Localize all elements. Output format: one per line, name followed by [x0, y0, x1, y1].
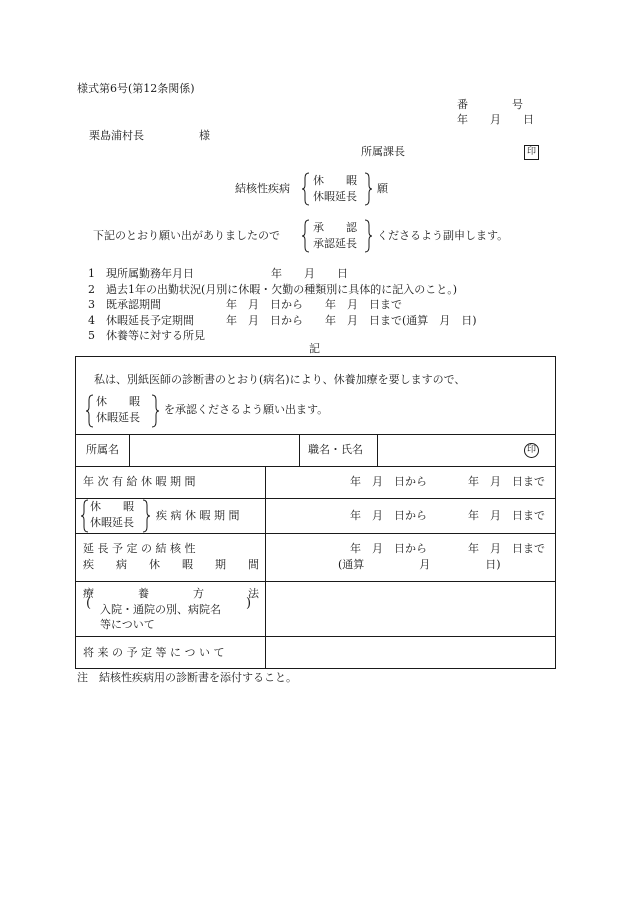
treatment-label: 療 養 方 法	[83, 587, 259, 600]
extension-to: 年 月 日まで	[468, 542, 545, 555]
sender-title: 所属課長	[361, 145, 405, 158]
left-brace-icon	[301, 219, 311, 253]
form-divider	[76, 434, 555, 435]
illness-from: 年 月 日から	[350, 509, 427, 522]
dept-label: 所属名	[86, 443, 119, 456]
request-option-extension: 休暇延長	[96, 411, 140, 424]
ki-label: 記	[309, 342, 320, 355]
illness-option-extension: 休暇延長	[90, 516, 134, 529]
form-divider	[76, 533, 555, 534]
annual-to: 年 月 日まで	[468, 475, 545, 488]
seal-stamp: 印	[524, 443, 539, 458]
footnote: 注 結核性疾病用の診断書を添付すること。	[77, 671, 297, 684]
request-suffix: を承認くださるよう願い出ます。	[164, 403, 329, 416]
item-value-4: 年 月 日から 年 月 日まで(通算 月 日)	[226, 314, 477, 327]
right-brace-icon	[363, 219, 373, 253]
treatment-note-1: 入院・通院の別、病院名	[100, 603, 221, 616]
item-num-1: 1	[88, 267, 95, 280]
intro-prefix: 下記のとおり願い出がありましたので	[93, 229, 280, 242]
seal-stamp: 印	[524, 145, 539, 160]
item-value-1: 年 月 日	[271, 267, 348, 280]
request-option-leave: 休 暇	[96, 395, 140, 408]
form-divider	[76, 466, 555, 467]
illness-to: 年 月 日まで	[468, 509, 545, 522]
title-option-leave: 休 暇	[313, 174, 357, 187]
item-num-2: 2	[88, 283, 95, 296]
illness-option-leave: 休 暇	[90, 500, 134, 513]
item-label-2: 過去1年の出勤状況(月別に休暇・欠勤の種類別に具体的に記入のこと。)	[106, 283, 458, 296]
item-num-3: 3	[88, 298, 95, 311]
item-num-4: 4	[88, 314, 95, 327]
form-divider	[129, 434, 130, 466]
item-num-5: 5	[88, 329, 95, 342]
recipient: 栗島浦村長 様	[89, 129, 210, 142]
left-brace-icon	[85, 394, 95, 428]
form-divider	[299, 434, 300, 466]
treatment-note-close-paren: )	[246, 596, 252, 611]
treatment-note-2: 等について	[100, 618, 155, 631]
right-brace-icon	[363, 172, 373, 206]
extension-total: (通算 月 日)	[338, 558, 501, 571]
form-id: 様式第6号(第12条関係)	[77, 82, 195, 95]
annual-from: 年 月 日から	[350, 475, 427, 488]
intro-option-approval: 承 認	[313, 221, 357, 234]
title-prefix: 結核性疾病	[235, 182, 290, 195]
form-divider	[265, 466, 266, 669]
item-label-1: 現所属勤務年月日	[106, 267, 194, 280]
treatment-note-open-paren: (	[86, 596, 92, 611]
name-label: 職名・氏名	[308, 443, 363, 456]
right-brace-icon	[141, 499, 151, 533]
annual-leave-label: 年 次 有 給 休 暇 期 間	[83, 475, 196, 488]
illness-leave-label: 疾 病 休 暇 期 間	[156, 509, 240, 522]
item-label-4: 休暇延長予定期間	[106, 314, 194, 327]
form-divider	[76, 636, 555, 637]
form-divider	[377, 434, 378, 466]
extension-label-2: 疾 病 休 暇 期 間	[83, 558, 259, 571]
extension-label-1: 延 長 予 定 の 結 核 性	[83, 542, 196, 555]
extension-from: 年 月 日から	[350, 542, 427, 555]
title-suffix: 願	[377, 182, 388, 195]
left-brace-icon	[301, 172, 311, 206]
item-value-3: 年 月 日から 年 月 日まで	[226, 298, 402, 311]
item-label-5: 休養等に対する所見	[106, 329, 205, 342]
item-label-3: 既承認期間	[106, 298, 161, 311]
form-divider	[76, 581, 555, 582]
future-plans-label: 将 来 の 予 定 等 に つ い て	[83, 646, 225, 659]
number-label: 番 号	[457, 98, 523, 111]
intro-suffix: くださるよう副申します。	[377, 229, 509, 242]
request-text: 私は、別紙医師の診断書のとおり(病名)により、休養加療を要しますので、	[94, 373, 466, 386]
left-brace-icon	[80, 499, 90, 533]
application-form	[75, 356, 556, 669]
date-label: 年 月 日	[457, 113, 534, 126]
intro-option-extension: 承認延長	[313, 237, 357, 250]
title-option-extension: 休暇延長	[313, 190, 357, 203]
right-brace-icon	[150, 394, 160, 428]
